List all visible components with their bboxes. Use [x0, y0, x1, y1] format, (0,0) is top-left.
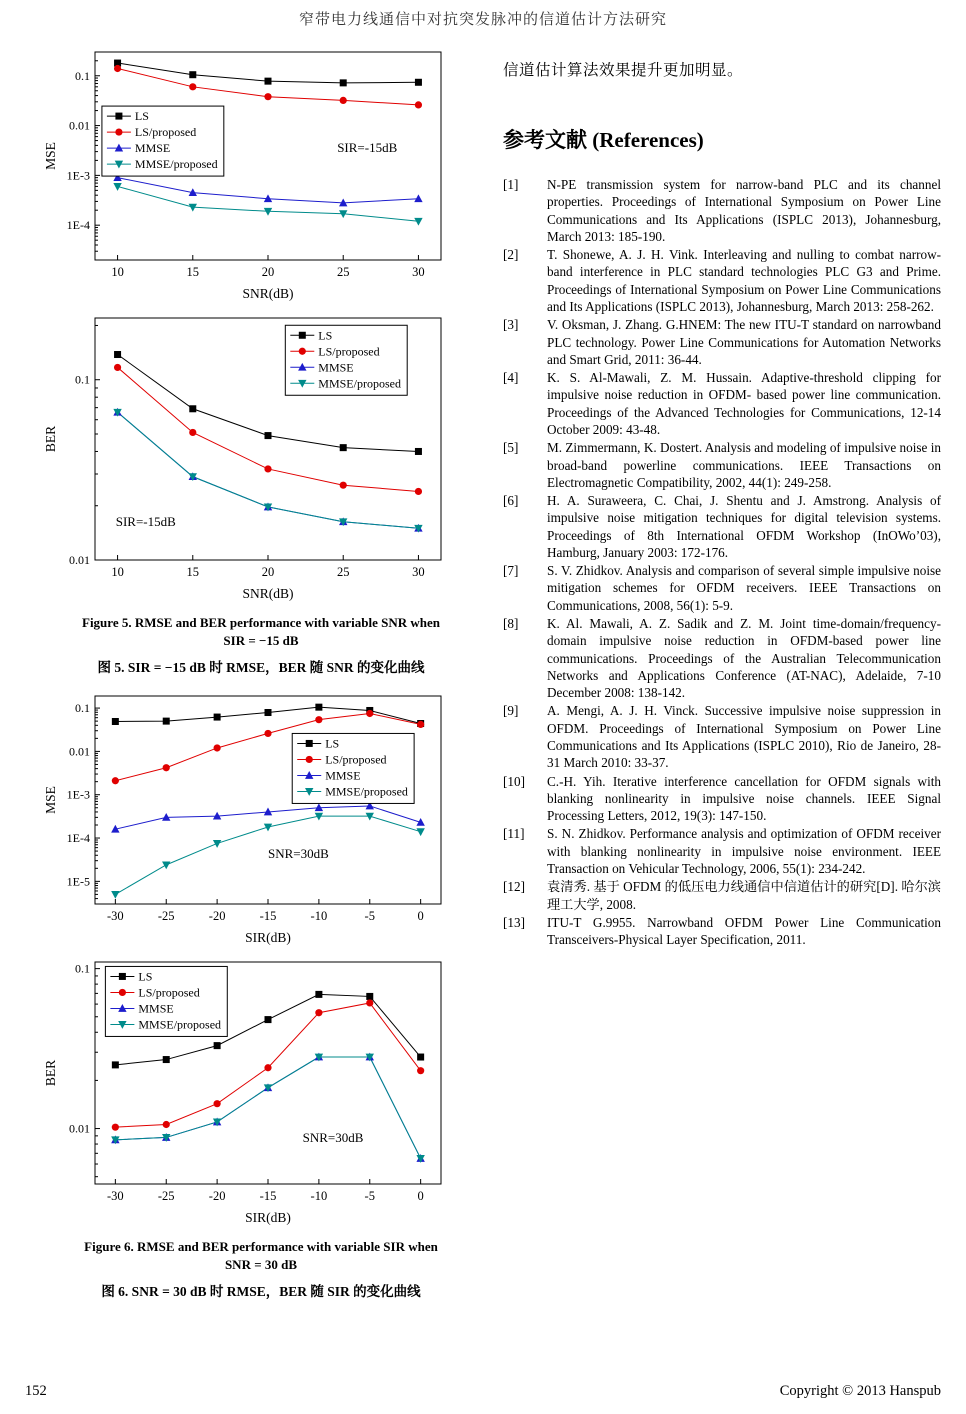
text-column — [503, 44, 941, 1312]
svg-text:0: 0 — [417, 1189, 424, 1204]
svg-text:-30: -30 — [107, 909, 124, 924]
svg-text:SIR=-15dB: SIR=-15dB — [337, 139, 398, 155]
svg-text:0.1: 0.1 — [75, 372, 90, 387]
svg-text:15: 15 — [186, 265, 200, 279]
reference-item — [503, 562, 941, 614]
svg-text:-20: -20 — [208, 1189, 226, 1204]
reference-text: K. S. Al-Mawali, Z. M. Hussain. Adaptive-threshold clipping for impulsive noise reduction in OFDM- based power line communication. Proceedings of the Advanced Technologies for Communications, 12-14 October 2009: 43-48. — [547, 370, 941, 437]
reference-item — [503, 914, 941, 949]
svg-text:MMSE: MMSE — [138, 1001, 174, 1016]
svg-text:SNR(dB): SNR(dB) — [242, 586, 294, 601]
svg-text:-25: -25 — [157, 1189, 175, 1204]
reference-number: [1] — [503, 177, 519, 192]
svg-text:10: 10 — [111, 565, 124, 579]
svg-text:-15: -15 — [259, 1189, 277, 1204]
figure6-caption-en-line2: SNR = 30 dB — [224, 1256, 298, 1272]
chart-mse-vs-sir — [41, 688, 451, 950]
figure5-caption — [41, 614, 481, 676]
figure6-caption-en-line1: Figure 6. RMSE and BER performance with variable SIR when — [84, 1239, 438, 1255]
svg-text:0: 0 — [417, 909, 424, 924]
reference-number: [12] — [503, 879, 525, 895]
svg-text:MMSE: MMSE — [134, 141, 171, 156]
chart-ber-vs-snr — [41, 310, 451, 606]
reference-number: [9] — [503, 703, 519, 719]
reference-text: T. Shonewe, A. J. H. Vink. Interleaving and nulling to combat narrow-band interference in PLC standard technologies PLC G3 and Prime. Proceedings of International Symposium on Power Line Communications and Its Applications (ISPLC 2013), Johannesburg, March 2013: 258-262. — [547, 247, 941, 314]
svg-text:SIR(dB): SIR(dB) — [245, 1210, 291, 1226]
svg-text:LS/proposed: LS/proposed — [318, 344, 380, 359]
reference-text: 袁清秀. 基于 OFDM 的低压电力线通信中信道估计的研究[D]. 哈尔滨理工大学, 2008. — [547, 879, 941, 912]
svg-text:MMSE: MMSE — [318, 360, 354, 375]
svg-text:SNR=30dB: SNR=30dB — [302, 1129, 364, 1145]
svg-text:1E-5: 1E-5 — [66, 874, 90, 889]
svg-text:SNR(dB): SNR(dB) — [242, 286, 294, 301]
svg-text:30: 30 — [412, 565, 425, 579]
svg-text:SIR(dB): SIR(dB) — [245, 930, 291, 946]
reference-text: N-PE transmission system for narrow-band PLC and its channel properties. Proceedings of International Symposium on Power Line Communications and Its Applications (ISPLC 2013), Johannesburg, March 2013: 185-190. — [547, 177, 941, 244]
reference-text: V. Oksman, J. Zhang. G.HNEM: The new ITU-T standard on narrowband PLC technology. Power Line Communications for Automation Networks and Smart Grid, 2011: 36-44. — [547, 317, 941, 367]
svg-text:-20: -20 — [208, 909, 226, 924]
references-list — [503, 176, 941, 948]
reference-item — [503, 878, 941, 913]
svg-text:LS: LS — [138, 969, 153, 984]
reference-text: S. V. Zhidkov. Analysis and comparison of several simple impulsive noise mitigation schemes for OFDM receivers. IEEE Transactions on Communications, 2008, 56(1): 5-9. — [547, 563, 941, 613]
reference-number: [13] — [503, 914, 525, 930]
figures-column — [25, 44, 503, 1312]
reference-item — [503, 439, 941, 491]
svg-text:MMSE/proposed: MMSE/proposed — [325, 784, 408, 799]
reference-item — [503, 825, 941, 877]
svg-text:0.01: 0.01 — [69, 744, 90, 759]
svg-text:-15: -15 — [259, 909, 277, 924]
svg-text:MMSE/proposed: MMSE/proposed — [318, 376, 401, 391]
reference-number: [5] — [503, 440, 519, 456]
svg-text:LS: LS — [318, 328, 333, 343]
reference-item — [503, 176, 941, 245]
svg-text:1E-4: 1E-4 — [66, 218, 90, 233]
svg-text:LS: LS — [325, 736, 340, 751]
page-header-title: 窄带电力线通信中对抗突发脉冲的信道估计方法研究 — [298, 12, 667, 28]
svg-text:MSE: MSE — [43, 142, 58, 170]
references-heading: 参考文献 (References) — [503, 128, 704, 152]
svg-text:SNR=30dB: SNR=30dB — [268, 846, 329, 862]
reference-number: [2] — [503, 247, 519, 263]
reference-item — [503, 615, 941, 701]
svg-text:30: 30 — [412, 265, 425, 279]
svg-text:LS/proposed: LS/proposed — [134, 125, 197, 140]
svg-text:LS/proposed: LS/proposed — [325, 752, 387, 767]
reference-number: [10] — [503, 773, 525, 789]
reference-item — [503, 246, 941, 315]
reference-item — [503, 369, 941, 438]
svg-text:SIR=-15dB: SIR=-15dB — [115, 514, 176, 530]
reference-text: A. Mengi, A. J. H. Vinck. Successive impulsive noise suppression in OFDM. Proceedings of International Symposium on Power Line Communications and Its Applications (ISPLC 2010), Rio de Janeiro, 28-31 March 2010: 33-37. — [547, 703, 941, 771]
reference-number: [7] — [503, 563, 519, 579]
svg-text:1E-3: 1E-3 — [66, 168, 90, 183]
reference-text: ITU-T G.9955. Narrowband OFDM Power Line Communication Transceivers-Physical Layer Specification, 2011. — [547, 914, 941, 948]
svg-text:-10: -10 — [310, 909, 328, 924]
svg-text:15: 15 — [186, 565, 200, 579]
chart-mse-vs-snr — [41, 44, 451, 306]
page-footer — [25, 1383, 941, 1400]
svg-text:LS: LS — [134, 109, 149, 124]
reference-number: [3] — [503, 317, 519, 333]
reference-text: M. Zimmermann, K. Dostert. Analysis and modeling of impulsive noise in broad-band powerline communications. IEEE Transactions on Electromagnetic Compatibility, 2002, 44(1): 249-258. — [547, 440, 941, 490]
content-columns — [25, 44, 941, 1312]
figure6-caption — [41, 1238, 481, 1300]
reference-number: [6] — [503, 493, 519, 509]
figure5-caption-en-line2: SIR = −15 dB — [223, 632, 299, 648]
reference-text: K. Al. Mawali, A. Z. Sadik and Z. M. Joint time-domain/frequency-domain impulsive noise reduction in OFDM-based power line communications. Proceedings of the Australian Telecommunication Networks and Applications Conference (AT-NAC), Adelaide, 7-10 December 2008: 138-142. — [547, 616, 941, 701]
svg-text:-10: -10 — [310, 1189, 328, 1204]
svg-text:MMSE: MMSE — [325, 768, 361, 783]
svg-text:1E-4: 1E-4 — [66, 831, 90, 846]
figure6-caption-zh: 图 6. SNR = 30 dB 时 RMSE，BER 随 SIR 的变化曲线 — [101, 1284, 421, 1300]
svg-text:0.01: 0.01 — [69, 1121, 90, 1136]
svg-text:-30: -30 — [107, 1189, 124, 1204]
page-number: 152 — [25, 1383, 47, 1399]
svg-text:BER: BER — [43, 1059, 58, 1087]
svg-text:MMSE/proposed: MMSE/proposed — [138, 1017, 222, 1032]
reference-text: C.-H. Yih. Iterative interference cancellation for OFDM signals with blanking nonlinearity in impulsive noise channels. IEEE Signal Processing Letters, 2012, 19(3): 147-150. — [547, 773, 941, 824]
reference-text: H. A. Suraweera, C. Chai, J. Shentu and J. Amstrong. Analysis of impulsive noise mitigation techniques for digital television systems. Proceedings of 8th International OFDM Workshop (InOWo’03), Hamburg, January 2003: 172-176. — [547, 493, 941, 560]
reference-item — [503, 492, 941, 561]
lead-paragraph: 信道估计算法效果提升更加明显。 — [503, 62, 744, 79]
svg-text:-25: -25 — [157, 909, 175, 924]
reference-number: [4] — [503, 370, 519, 386]
svg-text:25: 25 — [336, 565, 350, 579]
svg-text:20: 20 — [261, 565, 275, 579]
svg-text:1E-3: 1E-3 — [66, 787, 90, 802]
svg-text:25: 25 — [336, 265, 350, 279]
svg-text:0.1: 0.1 — [75, 961, 90, 976]
svg-text:-5: -5 — [364, 1189, 375, 1204]
svg-text:0.1: 0.1 — [75, 701, 90, 716]
chart-ber-vs-sir — [41, 954, 451, 1230]
figure5-caption-zh: 图 5. SIR = −15 dB 时 RMSE，BER 随 SNR 的变化曲线 — [97, 660, 425, 676]
svg-text:0.01: 0.01 — [69, 118, 90, 133]
reference-number: [8] — [503, 616, 519, 632]
svg-text:20: 20 — [261, 265, 275, 279]
svg-text:LS/proposed: LS/proposed — [138, 985, 200, 1000]
reference-item — [503, 316, 941, 368]
svg-text:MMSE/proposed: MMSE/proposed — [134, 157, 218, 172]
copyright: Copyright © 2013 Hanspub — [779, 1383, 941, 1399]
svg-text:10: 10 — [111, 265, 124, 279]
svg-text:-5: -5 — [364, 909, 375, 924]
reference-item — [503, 702, 941, 771]
svg-text:0.01: 0.01 — [69, 553, 90, 567]
svg-text:0.1: 0.1 — [75, 68, 90, 83]
reference-item — [503, 773, 941, 825]
figure5-caption-en-line1: Figure 5. RMSE and BER performance with variable SNR when — [82, 615, 440, 630]
svg-text:BER: BER — [43, 425, 58, 453]
svg-text:MSE: MSE — [43, 786, 58, 814]
reference-number: [11] — [503, 826, 525, 842]
reference-text: S. N. Zhidkov. Performance analysis and optimization of OFDM receiver with blanking nonlinearity in impulsive noise environment. IEEE Transaction on Vehicular Technology, 2006, 55(1): 234-242. — [547, 826, 941, 876]
